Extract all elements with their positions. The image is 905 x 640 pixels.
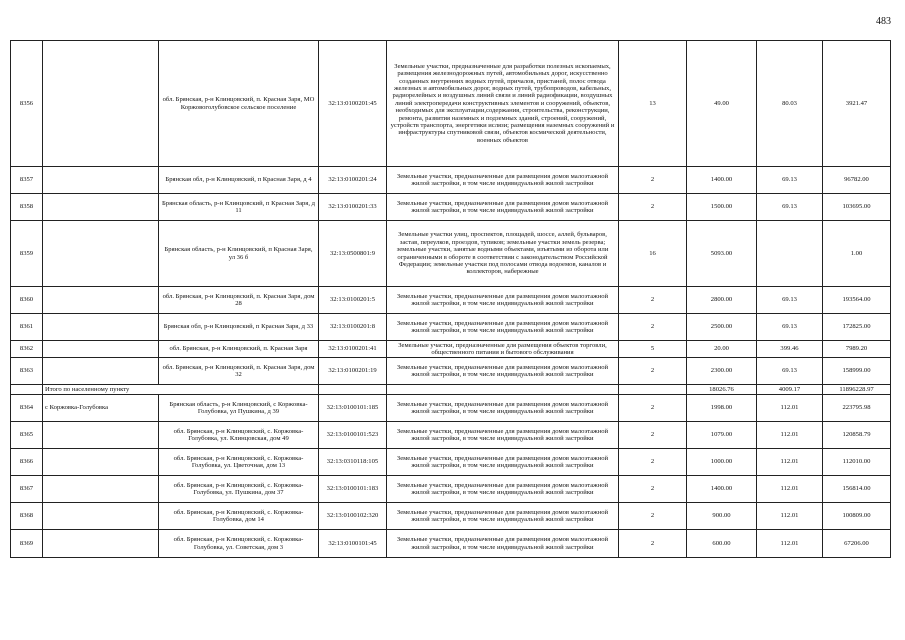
area: 900.00	[687, 503, 757, 530]
total-area: 18026.76	[687, 385, 757, 395]
total-empty	[387, 385, 619, 395]
land-use: Земельные участки, предназначенные для размещения домов малоэтажной жилой застройки, в том числе индивидуальной жилой застройки	[387, 449, 619, 476]
cadastral-value: 120858.79	[823, 422, 891, 449]
cadastral-number: 32:13:0100101:183	[319, 476, 387, 503]
table-row	[11, 341, 891, 358]
total-row	[11, 385, 891, 395]
table-row	[11, 287, 891, 314]
row-number: 8356	[11, 41, 43, 167]
address: Брянская область, р-н Клинцовский, п Красная Заря, д 11	[159, 194, 319, 221]
land-use: Земельные участки, предназначенные для размещения объектов торговли, общественного питания и бытового обслуживания	[387, 341, 619, 358]
specific-value: 80.03	[757, 41, 823, 167]
area: 1998.00	[687, 395, 757, 422]
cadastral-number: 32:13:0100201:33	[319, 194, 387, 221]
locality-cell	[43, 422, 159, 449]
land-use: Земельные участки улиц, проспектов, площадей, шоссе, аллей, бульваров, застав, переулков, проездов, тупиков; земельные участки земель резерва; земельные участки, занятые водными объектами, изъятыми из оборота или ограниченными в обороте в соответствии с законодательством Российской Федерации; земельные участки под полосами отвода водоемов, каналов и коллекторов, набережные	[387, 221, 619, 287]
row-number: 8366	[11, 449, 43, 476]
row-number: 8364	[11, 395, 43, 422]
cadastral-value: 100809.00	[823, 503, 891, 530]
specific-value: 112.01	[757, 395, 823, 422]
table-row	[11, 503, 891, 530]
group-number: 2	[619, 449, 687, 476]
locality-cell	[43, 530, 159, 558]
cadastral-number: 32:13:0100201:24	[319, 167, 387, 194]
group-number: 2	[619, 422, 687, 449]
row-number: 8365	[11, 422, 43, 449]
locality-cell	[43, 341, 159, 358]
group-number: 2	[619, 314, 687, 341]
address: обл. Брянская, р-н Клинцовский, п. Красная Заря, дом 28	[159, 287, 319, 314]
cadastral-value: 172825.00	[823, 314, 891, 341]
locality-name: с Коржовка-Голубовка	[43, 395, 159, 422]
locality-cell	[43, 287, 159, 314]
group-number: 2	[619, 194, 687, 221]
land-use: Земельные участки, предназначенные для размещения домов малоэтажной жилой застройки, в том числе индивидуальной жилой застройки	[387, 422, 619, 449]
cadastral-value: 7989.20	[823, 341, 891, 358]
table-row	[11, 395, 891, 422]
land-use: Земельные участки, предназначенные для размещения домов малоэтажной жилой застройки, в том числе индивидуальной жилой застройки	[387, 530, 619, 558]
row-number: 8357	[11, 167, 43, 194]
total-empty	[11, 385, 43, 395]
group-number: 16	[619, 221, 687, 287]
address: Брянская обл, р-н Клинцовский, п Красная Заря, д 33	[159, 314, 319, 341]
specific-value: 112.01	[757, 503, 823, 530]
address: обл. Брянская, р-н Клинцовский, с. Коржовка-Голубовка, ул. Клинцовская, дом 49	[159, 422, 319, 449]
address: обл. Брянская, р-н Клинцовский, с. Коржовка-Голубовка, ул. Советская, дом 3	[159, 530, 319, 558]
area: 1500.00	[687, 194, 757, 221]
land-use: Земельные участки, предназначенные для размещения домов малоэтажной жилой застройки, в том числе индивидуальной жилой застройки	[387, 395, 619, 422]
table-row	[11, 530, 891, 558]
area: 1079.00	[687, 422, 757, 449]
cadastral-number: 32:13:0100201:45	[319, 41, 387, 167]
cadastral-number: 32:13:0100201:19	[319, 358, 387, 385]
specific-value: 69.13	[757, 314, 823, 341]
total-specific-value: 4009.17	[757, 385, 823, 395]
table-row	[11, 449, 891, 476]
row-number: 8367	[11, 476, 43, 503]
specific-value: 112.01	[757, 530, 823, 558]
cadastral-number: 32:13:0500801:9	[319, 221, 387, 287]
cadastral-number: 32:13:0100101:45	[319, 530, 387, 558]
row-number: 8360	[11, 287, 43, 314]
specific-value: 399.46	[757, 341, 823, 358]
locality-cell	[43, 221, 159, 287]
group-number: 5	[619, 341, 687, 358]
area: 1000.00	[687, 449, 757, 476]
cadastral-number: 32:13:0100102:320	[319, 503, 387, 530]
cadastral-value: 3921.47	[823, 41, 891, 167]
area: 2800.00	[687, 287, 757, 314]
locality-cell	[43, 167, 159, 194]
land-register-table	[10, 40, 891, 558]
area: 20.00	[687, 341, 757, 358]
table-row	[11, 194, 891, 221]
area: 2500.00	[687, 314, 757, 341]
land-use: Земельные участки, предназначенные для разработки полезных ископаемых, размещения железнодорожных путей, автомобильных дорог, искусственно созданных внутренних водных путей, причалов, пристаней, полос отвода железных и автомобильных дорог, водных путей, трубопроводов, кабельных, радиорелейных и воздушных линий связи и линий радиофикации, воздушных линий электропередачи конструктивных элементов и сооружений, объектов, необходимых для эксплуатации,содержания, строительства, реконструкции, ремонта, развития наземных и подземных зданий, строений, сооружений, устройств транспорта, энергетики ислязи; размещения наземных сооружений и инфраструктуры спутниковой связи, объектов космической деятельности, военных объектов	[387, 41, 619, 167]
row-number: 8368	[11, 503, 43, 530]
land-use: Земельные участки, предназначенные для размещения домов малоэтажной жилой застройки, в том числе индивидуальной жилой застройки	[387, 476, 619, 503]
specific-value: 69.13	[757, 194, 823, 221]
group-number: 2	[619, 530, 687, 558]
locality-cell	[43, 358, 159, 385]
table-row	[11, 167, 891, 194]
land-use: Земельные участки, предназначенные для размещения домов малоэтажной жилой застройки, в том числе индивидуальной жилой застройки	[387, 503, 619, 530]
area: 600.00	[687, 530, 757, 558]
area: 1400.00	[687, 476, 757, 503]
address: обл. Брянская, р-н Клинцовский, с. Коржовка-Голубовка, ул. Цветочная, дом 13	[159, 449, 319, 476]
table-row	[11, 476, 891, 503]
table-row	[11, 358, 891, 385]
row-number: 8369	[11, 530, 43, 558]
locality-cell	[43, 449, 159, 476]
specific-value: 112.01	[757, 449, 823, 476]
cadastral-number: 32:13:0100201:8	[319, 314, 387, 341]
cadastral-number: 32:13:0100201:5	[319, 287, 387, 314]
area: 2300.00	[687, 358, 757, 385]
row-number: 8358	[11, 194, 43, 221]
cadastral-value: 1.00	[823, 221, 891, 287]
land-use: Земельные участки, предназначенные для размещения домов малоэтажной жилой застройки, в том числе индивидуальной жилой застройки	[387, 287, 619, 314]
total-empty	[319, 385, 387, 395]
group-number: 2	[619, 395, 687, 422]
address: обл. Брянская, р-н Клинцовский, п. Красная Заря, МО Коржовоголубовское сельское поселение	[159, 41, 319, 167]
row-number: 8363	[11, 358, 43, 385]
group-number: 2	[619, 503, 687, 530]
locality-cell	[43, 314, 159, 341]
address: обл. Брянская, р-н Клинцовский, п. Красная Заря, дом 32	[159, 358, 319, 385]
total-label: Итого по населенному пункту	[43, 385, 319, 395]
cadastral-value: 223795.98	[823, 395, 891, 422]
address: Брянская область, р-н Клинцовский, п Красная Заря, ул 36 б	[159, 221, 319, 287]
table-row	[11, 314, 891, 341]
address: Брянская обл, р-н Клинцовский, п Красная Заря, д 4	[159, 167, 319, 194]
specific-value: 112.01	[757, 476, 823, 503]
table-row	[11, 422, 891, 449]
cadastral-number: 32:13:0100101:523	[319, 422, 387, 449]
specific-value: 69.13	[757, 167, 823, 194]
table-row	[11, 41, 891, 167]
cadastral-value: 156814.00	[823, 476, 891, 503]
land-use: Земельные участки, предназначенные для размещения домов малоэтажной жилой застройки, в том числе индивидуальной жилой застройки	[387, 358, 619, 385]
cadastral-value: 158999.00	[823, 358, 891, 385]
cadastral-value: 67206.00	[823, 530, 891, 558]
address: обл. Брянская, р-н Клинцовский, с. Коржовка-Голубовка, дом 14	[159, 503, 319, 530]
locality-cell	[43, 503, 159, 530]
land-use: Земельные участки, предназначенные для размещения домов малоэтажной жилой застройки, в том числе индивидуальной жилой застройки	[387, 167, 619, 194]
cadastral-number: 32:13:0100101:185	[319, 395, 387, 422]
specific-value	[757, 221, 823, 287]
cadastral-value: 103695.00	[823, 194, 891, 221]
cadastral-number: 32:13:0100201:41	[319, 341, 387, 358]
locality-cell	[43, 476, 159, 503]
area: 1400.00	[687, 167, 757, 194]
land-use: Земельные участки, предназначенные для размещения домов малоэтажной жилой застройки, в том числе индивидуальной жилой застройки	[387, 314, 619, 341]
cadastral-value: 96782.00	[823, 167, 891, 194]
specific-value: 112.01	[757, 422, 823, 449]
locality-cell	[43, 41, 159, 167]
area: 5093.00	[687, 221, 757, 287]
cadastral-value: 193564.00	[823, 287, 891, 314]
table-row	[11, 221, 891, 287]
address: Брянская область, р-н Клинцовский, с Коржовка-Голубовка, ул Пушкина, д 39	[159, 395, 319, 422]
cadastral-value: 112010.00	[823, 449, 891, 476]
specific-value: 69.13	[757, 287, 823, 314]
row-number: 8361	[11, 314, 43, 341]
group-number: 2	[619, 287, 687, 314]
group-number: 2	[619, 167, 687, 194]
address: обл. Брянская, р-н Клинцовский, с. Коржовка-Голубовка, ул. Пушкина, дом 37	[159, 476, 319, 503]
address: обл. Брянская, р-н Клинцовский, п. Красная Заря	[159, 341, 319, 358]
group-number: 2	[619, 476, 687, 503]
land-use: Земельные участки, предназначенные для размещения домов малоэтажной жилой застройки, в том числе индивидуальной жилой застройки	[387, 194, 619, 221]
group-number: 2	[619, 358, 687, 385]
specific-value: 69.13	[757, 358, 823, 385]
total-cadastral-value: 11896228.97	[823, 385, 891, 395]
group-number: 13	[619, 41, 687, 167]
row-number: 8359	[11, 221, 43, 287]
area: 49.00	[687, 41, 757, 167]
row-number: 8362	[11, 341, 43, 358]
locality-cell	[43, 194, 159, 221]
cadastral-number: 32:13:0310118:105	[319, 449, 387, 476]
total-empty	[619, 385, 687, 395]
page-number: 483	[876, 16, 891, 27]
